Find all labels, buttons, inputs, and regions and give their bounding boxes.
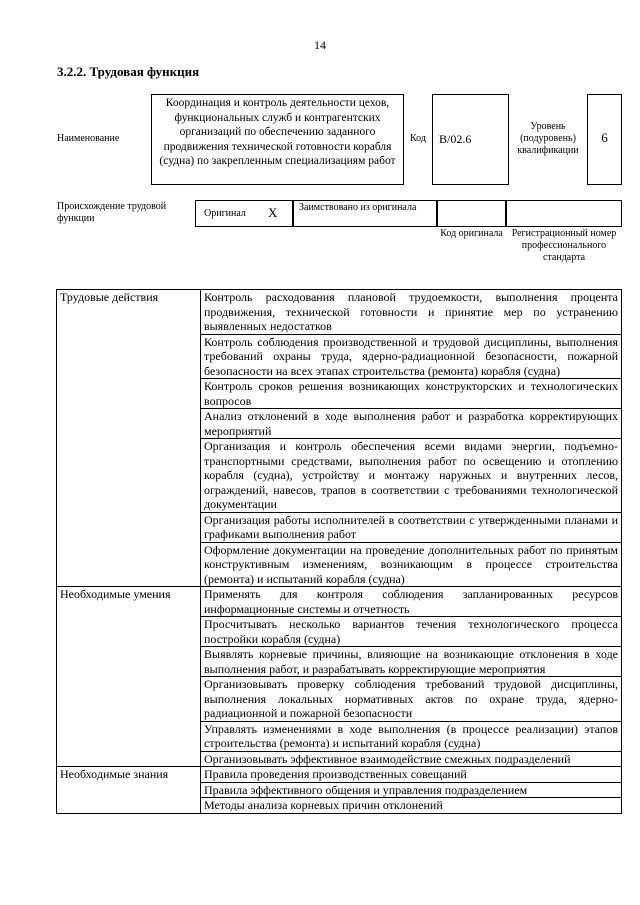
table-row bbox=[57, 290, 622, 335]
table-cell: Оформление документации на проведение дополнительных работ по принятым конструктивным изменениям, возникающим в процессе строительства (ремонта) и испытаний корабля (судна) bbox=[201, 542, 622, 587]
origin-label: Происхождение трудовой функции bbox=[57, 201, 167, 224]
reg-number-cell bbox=[506, 200, 622, 227]
table-cell: Применять для контроля соблюдения запланированных ресурсов информационные системы и отчетность bbox=[201, 587, 622, 617]
category-required-skills: Необходимые умения bbox=[57, 587, 201, 767]
table-cell: Выявлять корневые причины, влияющие на возникающие отклонения в ходе выполнения работ, и разрабатывать корректирующие мероприятия bbox=[201, 647, 622, 677]
name-label: Наименование bbox=[57, 133, 120, 144]
level-value-box: 6 bbox=[587, 94, 622, 185]
category-required-knowledge: Необходимые знания bbox=[57, 767, 201, 814]
original-cell bbox=[195, 200, 293, 227]
table-cell: Анализ отклонений в ходе выполнения работ и разработка корректирующих мероприятий bbox=[201, 409, 622, 439]
table-cell: Контроль соблюдения производственной и трудовой дисциплины, выполнения требований охраны труда, ядерно-радиационной безопасности, пожарной безопасности на всех этапах строительства (ремонта) корабля (судна) bbox=[201, 334, 622, 379]
function-details-table bbox=[56, 289, 622, 814]
table-cell: Управлять изменениями в ходе выполнения (в процессе реализации) этапов строительства (ремонта) и испытаний корабля (судна) bbox=[201, 721, 622, 751]
category-labor-actions: Трудовые действия bbox=[57, 290, 201, 587]
code-label: Код bbox=[410, 133, 426, 144]
table-cell: Организация и контроль обеспечения всеми видами энергии, подъемно-транспортными средствами, выполнения работ по освещению и отоплению корабля (судна), устройству и монтажу наружных и внутренних лесов, ограждений, навесов, трапов в соответствии с требованиями технологической документации bbox=[201, 439, 622, 513]
section-title: 3.2.2. Трудовая функция bbox=[57, 64, 200, 79]
original-mark: X bbox=[268, 205, 278, 220]
table-cell: Просчитывать несколько вариантов течения технологического процесса постройки корабля (судна) bbox=[201, 617, 622, 647]
table-cell: Организация работы исполнителей в соответствии с утвержденными планами и графиками выполнения работ bbox=[201, 512, 622, 542]
code-original-caption: Код оригинала bbox=[440, 228, 503, 239]
table-cell: Организовывать проверку соблюдения требований трудовой дисциплины, выполнения локальных нормативных актов по охране труда, ядерно-радиационной и пожарной безопасности bbox=[201, 677, 622, 722]
function-name-box: Координация и контроль деятельности цехов, функциональных служб и контрагентских организаций по обеспечению заданного продвижения технической готовности корабля (судна) по закрепленным специализациям работ bbox=[151, 94, 404, 185]
table-cell: Методы анализа корневых причин отклонений bbox=[201, 798, 622, 814]
table-cell: Организовывать эффективное взаимодействие смежных подразделений bbox=[201, 751, 622, 767]
table-row bbox=[57, 587, 622, 617]
table-cell: Контроль расходования плановой трудоемкости, выполнения процента продвижения, технической готовности и принятие мер по устранению выявленных недостатков bbox=[201, 290, 622, 335]
code-original-cell bbox=[437, 200, 506, 227]
table-cell: Контроль сроков решения возникающих конструкторских и технологических вопросов bbox=[201, 379, 622, 409]
original-label: Оригинал bbox=[204, 208, 246, 219]
table-cell: Правила проведения производственных совещаний bbox=[201, 767, 622, 783]
reg-number-caption: Регистрационный номер профессионального стандарта bbox=[511, 228, 617, 263]
table-cell: Правила эффективного общения и управления подразделением bbox=[201, 782, 622, 798]
borrowed-label: Заимствовано из оригинала bbox=[299, 202, 417, 213]
level-label: Уровень (подуровень) квалификации bbox=[517, 121, 579, 156]
table-row bbox=[57, 767, 622, 783]
borrowed-cell bbox=[293, 200, 437, 227]
code-value-box: В/02.6 bbox=[432, 94, 509, 185]
page-number: 14 bbox=[314, 38, 326, 52]
